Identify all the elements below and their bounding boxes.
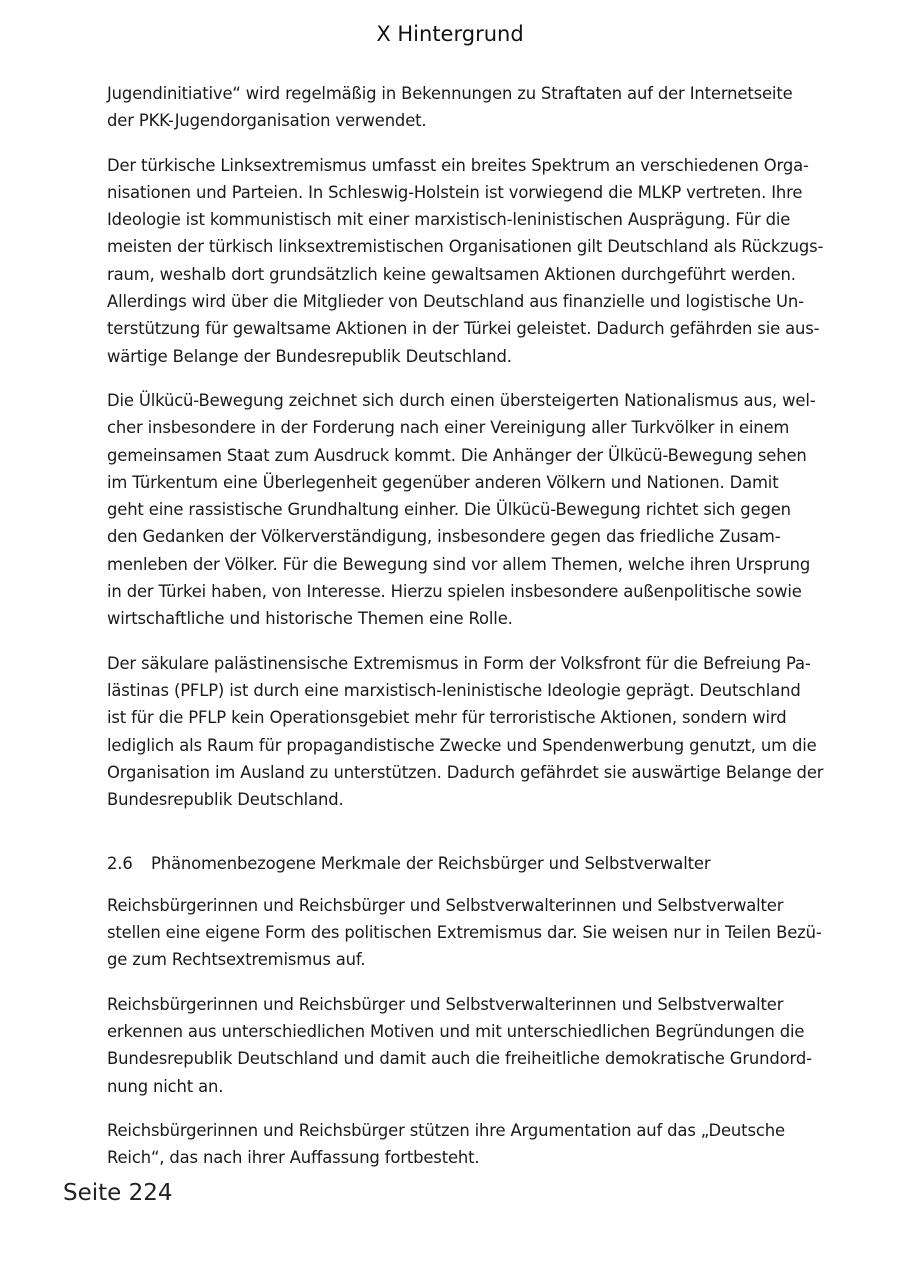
- document-body: [107, 80, 835, 1188]
- paragraph-line: Der säkulare palästinensische Extremismus in Form der Volksfront für die Befreiung Pa-: [107, 653, 811, 673]
- paragraph-line: nisationen und Parteien. In Schleswig-Holstein ist vorwiegend die MLKP vertreten. Ihre: [107, 182, 803, 202]
- paragraph-line: Der türkische Linksextremismus umfasst ein breites Spektrum an verschiedenen Orga-: [107, 155, 809, 175]
- paragraph-line: cher insbesondere in der Forderung nach einer Vereinigung aller Turkvölker in einem: [107, 418, 790, 438]
- section-heading: [107, 850, 835, 877]
- body-paragraph: [107, 152, 835, 370]
- body-paragraph: [107, 387, 835, 633]
- paragraph-line: wärtige Belange der Bundesrepublik Deutschland.: [107, 346, 512, 366]
- body-paragraph: [107, 650, 835, 814]
- paragraph-line: gemeinsamen Staat zum Ausdruck kommt. Die Anhänger der Ülkücü-Bewegung sehen: [107, 445, 807, 465]
- page-number: Seite 224: [63, 1180, 173, 1206]
- paragraph-line: Reichsbürgerinnen und Reichsbürger und Selbstverwalterinnen und Selbstverwalter: [107, 895, 784, 915]
- paragraph-line: der PKK-Jugendorganisation verwendet.: [107, 111, 427, 131]
- paragraph-line: ist für die PFLP kein Operationsgebiet mehr für terroristische Aktionen, sondern wird: [107, 708, 787, 728]
- paragraph-line: Bundesrepublik Deutschland.: [107, 790, 344, 810]
- paragraph-line: lästinas (PFLP) ist durch eine marxistisch-leninistische Ideologie geprägt. Deutschland: [107, 680, 801, 700]
- paragraph-line: Reichsbürgerinnen und Reichsbürger stützen ihre Argumentation auf das „Deutsche: [107, 1120, 785, 1140]
- body-paragraph: [107, 892, 835, 974]
- body-paragraph: [107, 80, 835, 135]
- paragraph-line: menleben der Völker. Für die Bewegung sind vor allem Themen, welche ihren Ursprung: [107, 554, 811, 574]
- paragraph-line: lediglich als Raum für propagandistische Zwecke und Spendenwerbung genutzt, um die: [107, 735, 817, 755]
- paragraph-line: Jugendinitiative“ wird regelmäßig in Bekennungen zu Straftaten auf der Internetseite: [107, 84, 793, 103]
- paragraph-line: Allerdings wird über die Mitglieder von Deutschland aus finanzielle und logistische Un-: [107, 292, 804, 312]
- paragraph-line: im Türkentum eine Überlegenheit gegenüber anderen Völkern und Nationen. Damit: [107, 472, 779, 492]
- paragraph-line: Die Ülkücü-Bewegung zeichnet sich durch einen übersteigerten Nationalismus aus, wel-: [107, 390, 816, 410]
- paragraph-line: nung nicht an.: [107, 1076, 224, 1096]
- paragraphs-after-section: [107, 892, 835, 1172]
- section-number: 2.6: [107, 854, 133, 874]
- paragraph-line: Reichsbürgerinnen und Reichsbürger und Selbstverwalterinnen und Selbstverwalter: [107, 994, 784, 1014]
- paragraphs-before-section: [107, 80, 835, 813]
- paragraph-line: terstützung für gewaltsame Aktionen in der Türkei geleistet. Dadurch gefährden sie aus-: [107, 319, 820, 339]
- page-header-title: X Hintergrund: [376, 22, 524, 46]
- paragraph-line: erkennen aus unterschiedlichen Motiven und mit unterschiedlichen Begründungen die: [107, 1021, 805, 1041]
- paragraph-line: stellen eine eigene Form des politischen Extremismus dar. Sie weisen nur in Teilen Bezü-: [107, 923, 822, 943]
- section-title: Phänomenbezogene Merkmale der Reichsbürger und Selbstverwalter: [151, 854, 711, 874]
- paragraph-line: Reich“, das nach ihrer Auffassung fortbesteht.: [107, 1148, 480, 1168]
- paragraph-line: in der Türkei haben, von Interesse. Hierzu spielen insbesondere außenpolitische sowie: [107, 582, 802, 602]
- paragraph-line: raum, weshalb dort grundsätzlich keine gewaltsamen Aktionen durchgeführt werden.: [107, 264, 796, 284]
- body-paragraph: [107, 991, 835, 1100]
- paragraph-line: Ideologie ist kommunistisch mit einer marxistisch-leninistischen Ausprägung. Für die: [107, 210, 791, 230]
- paragraph-line: Bundesrepublik Deutschland und damit auch die freiheitliche demokratische Grundord-: [107, 1049, 812, 1069]
- paragraph-line: geht eine rassistische Grundhaltung einher. Die Ülkücü-Bewegung richtet sich gegen: [107, 500, 791, 520]
- paragraph-line: den Gedanken der Völkerverständigung, insbesondere gegen das friedliche Zusam-: [107, 527, 781, 547]
- paragraph-line: ge zum Rechtsextremismus auf.: [107, 950, 366, 970]
- paragraph-line: meisten der türkisch linksextremistischen Organisationen gilt Deutschland als Rückzugs-: [107, 237, 824, 257]
- body-paragraph: [107, 1117, 835, 1172]
- paragraph-line: Organisation im Ausland zu unterstützen. Dadurch gefährdet sie auswärtige Belange der: [107, 762, 824, 782]
- paragraph-line: wirtschaftliche und historische Themen eine Rolle.: [107, 609, 513, 629]
